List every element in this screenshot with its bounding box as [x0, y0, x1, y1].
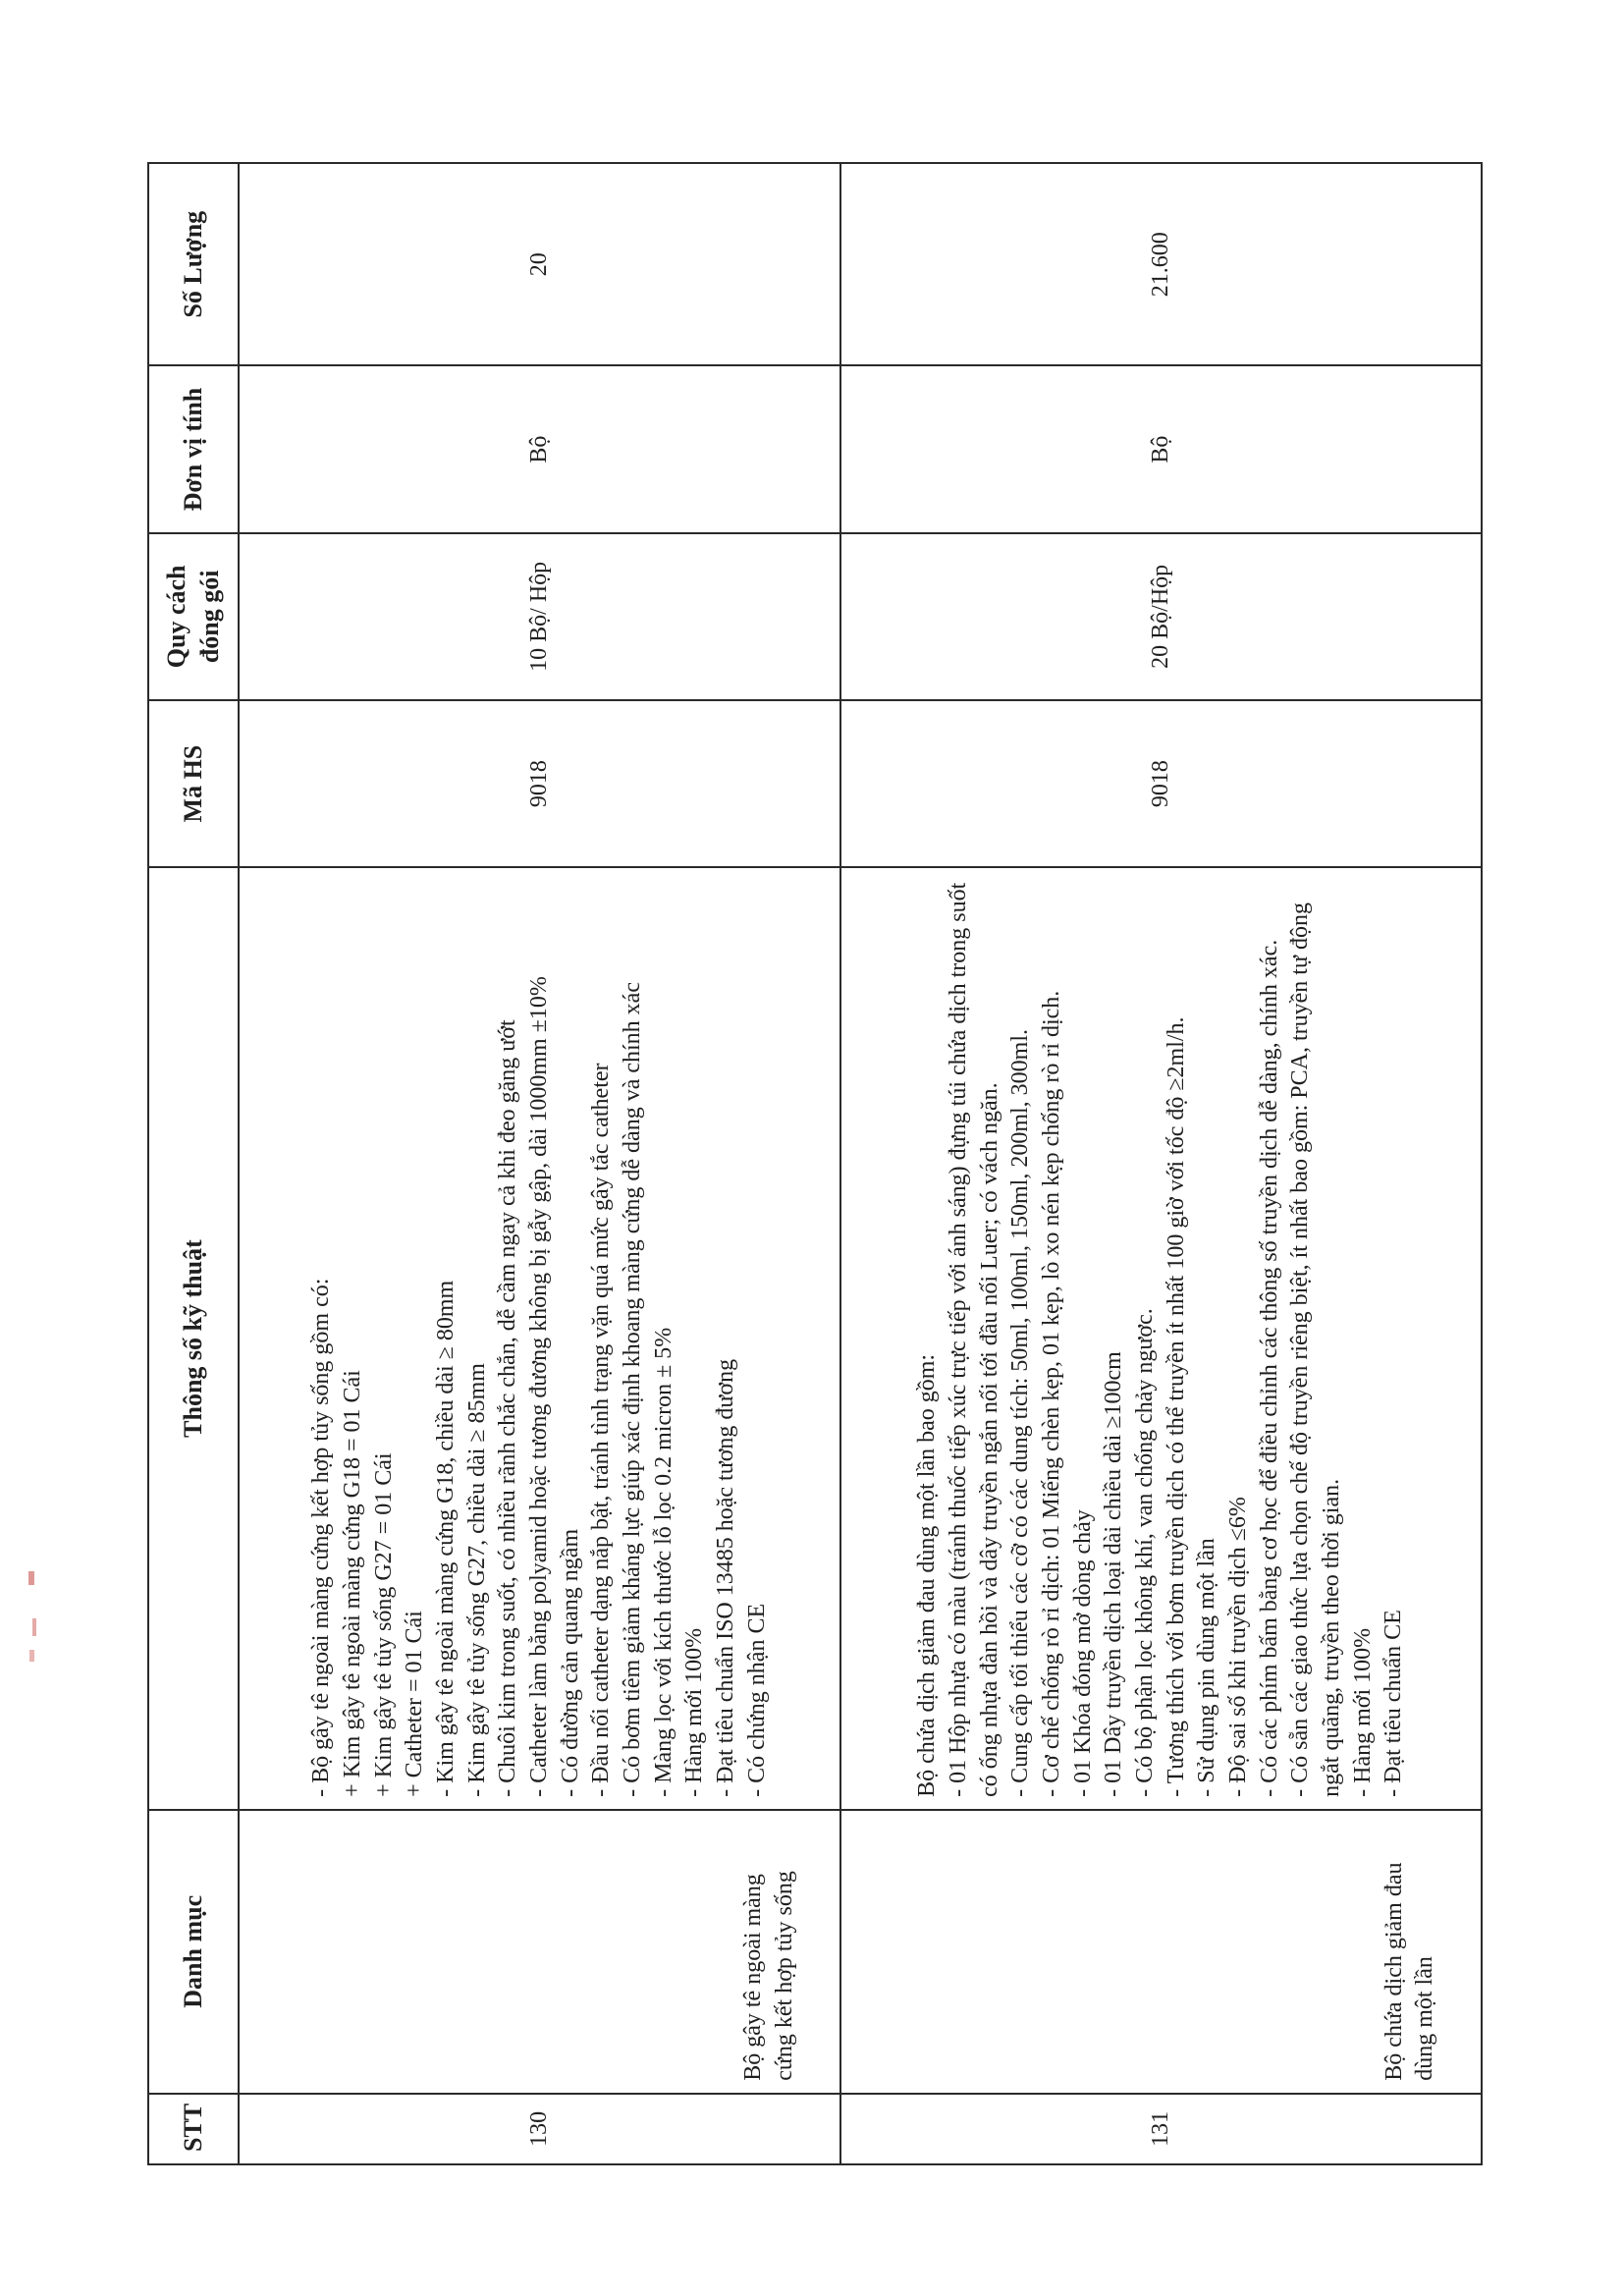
row-so-luong: 20 [239, 163, 840, 365]
row-ma-hs: 9018 [239, 700, 840, 867]
row-specs [239, 867, 840, 1810]
equipment-spec-table [147, 162, 1483, 2165]
spec-line: - Có các phím bấm bằng cơ học để điều chỉnh các thông số truyền dịch dễ dàng, chính xác. [1256, 939, 1282, 1797]
spec-line: - Đầu nối catheter dạng nắp bật, tránh tình trạng vặn quá mức gây tắc catheter [588, 1063, 615, 1797]
spec-line: - Cơ chế chống rò rỉ dịch: 01 Miếng chèn kẹp, 01 kẹp, lò xo nén kẹp chống rò rỉ dịch. [1039, 990, 1065, 1797]
spec-line: - Sử dụng pin dùng một lần [1194, 1538, 1220, 1797]
spec-line: - Kim gây tê tủy sống G27, chiều dài ≥ 85mm [463, 1363, 490, 1797]
spec-line: - 01 Dây truyền dịch loại dài chiều dài ≥100cm [1101, 1351, 1127, 1797]
header-thong-so: Thông số kỹ thuật [148, 867, 239, 1810]
spec-line: - Đạt tiêu chuẩn ISO 13485 hoặc tương đương [712, 1358, 738, 1797]
header-quy-cach: Quy cách đóng gói [148, 533, 239, 700]
row-so-luong: 21.600 [840, 163, 1482, 365]
spec-line: - Có bơm tiêm giảm kháng lực giúp xác định khoang màng cứng dễ dàng và chính xác [619, 982, 645, 1797]
header-stt: STT [148, 2094, 239, 2164]
spec-line: - Màng lọc với kích thước lỗ lọc 0.2 micron ± 5% [650, 1327, 677, 1797]
row-stt: 130 [239, 2094, 840, 2164]
spec-line: + Kim gây tê tủy sống G27 = 01 Cái [370, 1452, 397, 1797]
spec-line: - Chuôi kim trong suốt, có nhiều rãnh chắc chắn, dễ cầm ngay cả khi đeo găng ướt [495, 1019, 521, 1797]
row-danh-muc: Bộ chứa dịch giảm đau dùng một lần [840, 1810, 1482, 2094]
spec-line: - Hàng mới 100% [1349, 1627, 1376, 1797]
spec-line: - Đạt tiêu chuẩn CE [1380, 1610, 1407, 1797]
spec-line: - Có sẵn các giao thức lựa chọn chế độ truyền riêng biệt, ít nhất bao gồm: PCA, truyền tự động ngắt quãng, truyền theo thời gian. [1287, 902, 1345, 1797]
header-ma-hs: Mã HS [148, 700, 239, 867]
spec-line: + Kim gây tê ngoài màng cứng G18 = 01 Cái [339, 1370, 365, 1797]
spec-line: - Tương thích với bơm truyền dịch có thể truyền ít nhất 100 giờ với tốc độ ≥2ml/h. [1163, 1016, 1189, 1797]
spec-line: - Có bộ phận lọc không khí, van chống chảy ngược. [1132, 1308, 1159, 1797]
header-danh-muc: Danh mục [148, 1810, 239, 2094]
rotated-table-sheet [147, 162, 1483, 2165]
spec-line: - Cung cấp tối thiểu các cỡ có các dung tích: 50ml, 100ml, 150ml, 200ml, 300ml. [1007, 1028, 1034, 1797]
spec-line: - Hàng mới 100% [681, 1627, 708, 1797]
table-row [239, 163, 840, 2164]
row-quy-cach: 10 Bộ/ Hộp [239, 533, 840, 700]
spec-line: - Bộ gây tê ngoài màng cứng kết hợp tủy sống gồm có: [308, 1278, 335, 1797]
spec-line: - 01 Khóa đóng mở dòng chảy [1069, 1509, 1096, 1797]
spec-line: - Độ sai số khi truyền dịch ≤6% [1225, 1497, 1252, 1797]
header-row [148, 163, 239, 2164]
spec-line: - 01 Hộp nhựa có màu (tránh thuốc tiếp xúc trực tiếp với ánh sáng) đựng túi chứa dịch trong suốt có ống nhựa đàn hồi và dây truyền ngắn nối tới đầu nối Luer; có vách ngăn. [946, 882, 1002, 1797]
row-don-vi: Bộ [840, 365, 1482, 532]
header-so-luong: Số Lượng [148, 163, 239, 365]
row-ma-hs: 9018 [840, 700, 1482, 867]
spec-line: + Catheter = 01 Cái [402, 1611, 428, 1797]
row-quy-cach: 20 Bộ/Hộp [840, 533, 1482, 700]
spec-line: - Có đường cản quang ngầm [557, 1528, 583, 1797]
table-row [840, 163, 1482, 2164]
spec-line: - Kim gây tê ngoài màng cứng G18, chiều dài ≥ 80mm [432, 1280, 459, 1797]
spec-line: Bộ chứa dịch giảm đau dùng một lần bao gồm: [914, 1353, 941, 1797]
spec-line: - Catheter làm bằng polyamid hoặc tương đương không bị gẫy gập, dài 1000mm ±10% [525, 976, 552, 1797]
header-don-vi: Đơn vị tính [148, 365, 239, 532]
scan-speck-marks [25, 1532, 44, 1728]
row-danh-muc: Bộ gây tê ngoài màng cứng kết hợp tủy sống [239, 1810, 840, 2094]
row-stt: 131 [840, 2094, 1482, 2164]
spec-line: - Có chứng nhận CE [743, 1603, 770, 1797]
row-specs [840, 867, 1482, 1810]
row-don-vi: Bộ [239, 365, 840, 532]
